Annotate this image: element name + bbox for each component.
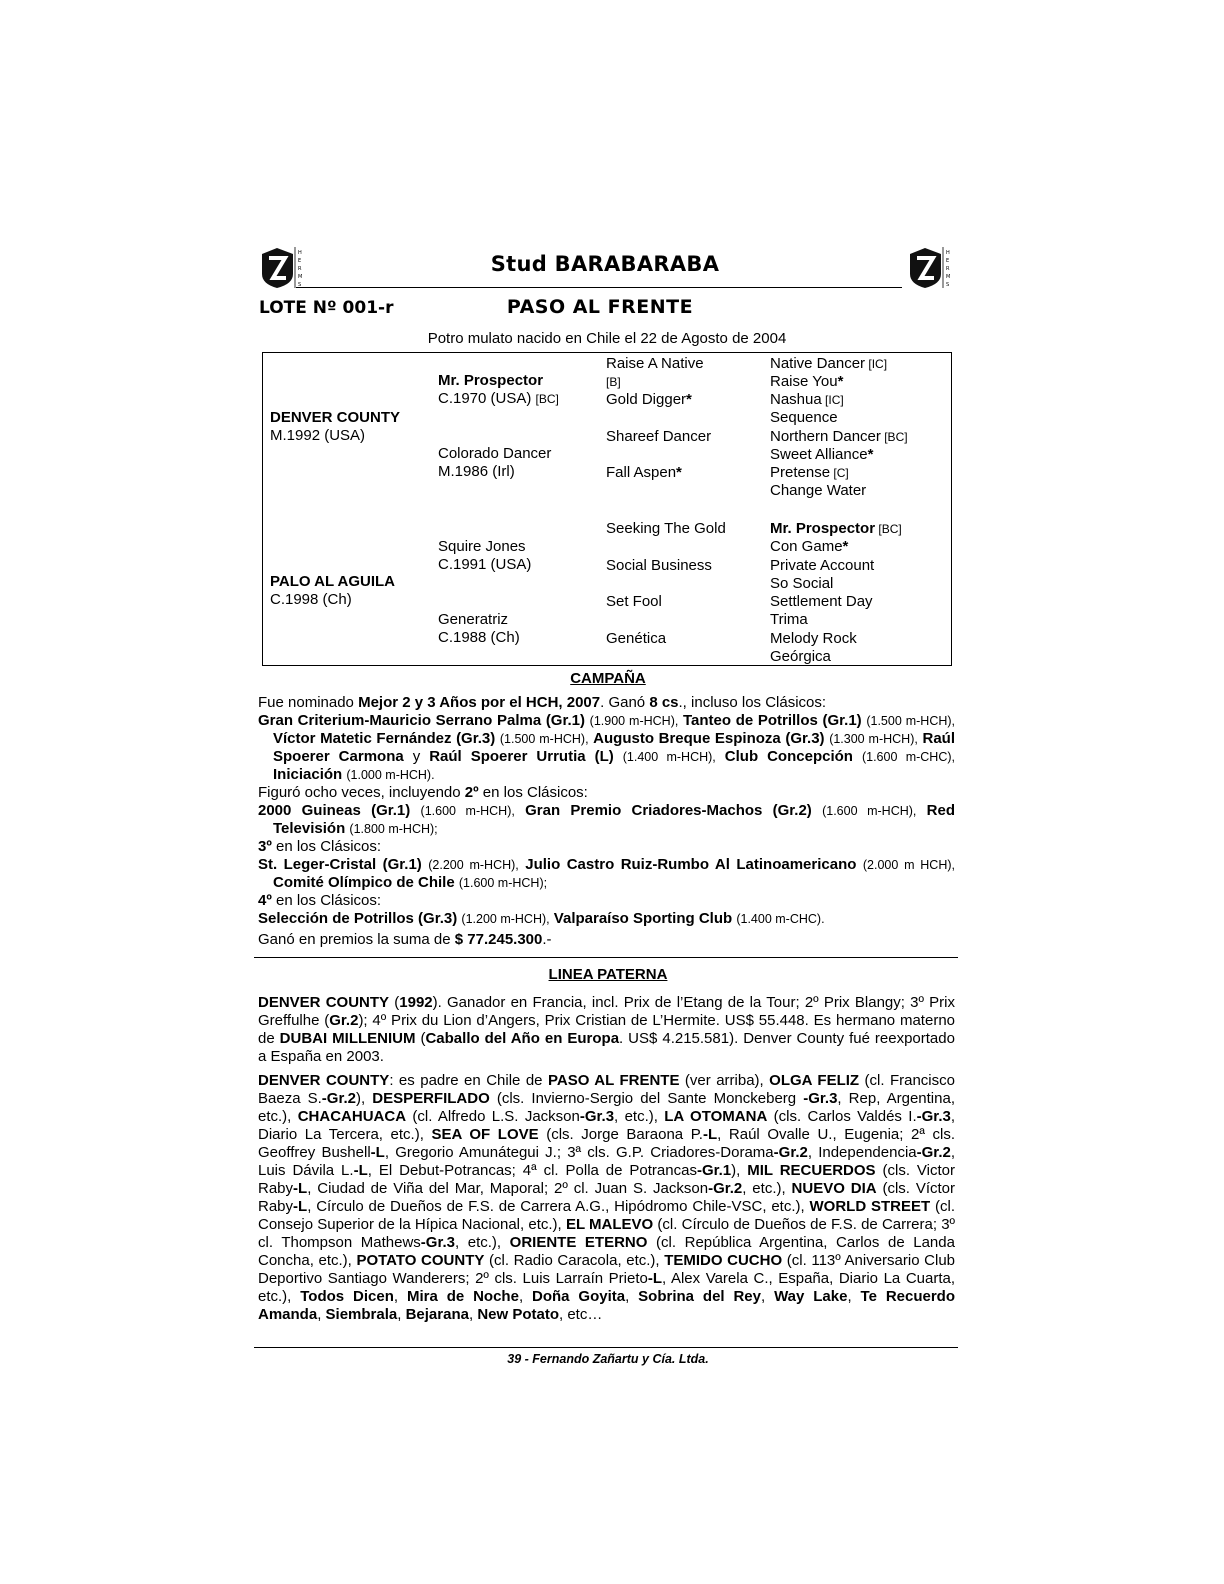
pedigree-gen4-horse: Nashua [IC] [770,391,844,408]
footer-rule [254,1347,958,1348]
pedigree-gen3-horse: Set Fool [606,593,662,610]
pedigree-gen4-horse: Mr. Prospector [BC] [770,520,902,537]
pedigree-gen4-horse: Con Game* [770,538,849,555]
campana-intro: Fue nominado Mejor 2 y 3 Años por el HCH, 2007. Ganó 8 cs., incluso los Clásicos: [258,694,827,711]
dam-dam-name: Generatriz [438,611,509,628]
pedigree-gen4-horse: Sweet Alliance* [770,446,874,463]
pedigree-gen4-horse: Change Water [770,482,867,499]
header-rule [296,287,902,288]
svg-text:R: R [298,266,302,272]
sire-name: DENVER COUNTY [270,409,401,426]
svg-text:E: E [946,258,950,264]
dam-sire-info: C.1991 (USA) [438,556,532,573]
campana-text [258,694,955,949]
svg-text:M: M [946,274,951,280]
pedigree-gen3-horse: Raise A Native [B] [606,355,704,389]
birth-line: Potro mulato nacido en Chile el 22 de Agosto de 2004 [427,330,787,347]
sire-info: M.1992 (USA) [270,427,366,444]
stud-title: Stud BARABARABA [490,252,720,276]
svg-text:H: H [946,250,950,256]
pedigree-gen4-horse: Pretense [C] [770,464,849,481]
pedigree-gen4-horse: Trima [770,611,808,628]
dam-name: PALO AL AGUILA [270,573,395,590]
svg-text:H: H [298,250,302,256]
section-divider [254,957,958,958]
thirds-list: St. Leger-Cristal (Gr.1) (2.200 m-HCH), Julio Castro Ruiz-Rumbo Al Latinoamericano (2.000 m HCH), Comité Olímpico de Chile (1.600 m-HCH); [258,856,955,891]
dam-sire-name: Squire Jones [438,538,526,555]
stud-logo-left [257,244,303,290]
svg-text:E: E [298,258,302,264]
sire-dam-name: Colorado Dancer [438,445,552,462]
pedigree-table [262,352,952,666]
pedigree-gen3-horse: Seeking The Gold [606,520,726,537]
linea-paragraph-1: DENVER COUNTY (1992). Ganador en Francia, incl. Prix de l’Etang de la Tour; 2º Prix Blangy; 3º Prix Greffulhe (Gr.2); 4º Prix du Lion d’Angers, Prix Cristian de L’Hermite. US$ 55.448. Es hermano materno de DUBAI MILLENIUM (Caballo del Año en Europa. US$ 4.215.581). Denver County fué reexportado a España en 2003. [258,994,955,1065]
svg-text:S: S [298,282,302,288]
pedigree-gen4-horse: Raise You* [770,373,844,390]
dam-dam-info: C.1988 (Ch) [438,629,520,646]
page-footer: 39 - Fernando Zañartu y Cía. Ltda. [507,1352,709,1366]
lote-number: LOTE Nº 001-r [259,298,394,318]
svg-text:S: S [946,282,950,288]
pedigree-gen3-horse: Fall Aspen* [606,464,682,481]
stud-logo-right [905,244,951,290]
pedigree-gen4-horse: Sequence [770,409,838,426]
pedigree-gen3-horse: Gold Digger* [606,391,692,408]
horse-name: PASO AL FRENTE [506,296,694,318]
pedigree-gen4-horse: So Social [770,575,834,592]
sire-sire-name: Mr. Prospector [438,372,544,389]
pedigree-gen4-horse: Native Dancer [IC] [770,355,888,372]
svg-text:M: M [298,274,303,280]
pedigree-gen3-horse: Shareef Dancer [606,428,712,445]
pedigree-gen3-horse: Genética [606,630,667,647]
wins-list: Gran Criterium-Mauricio Serrano Palma (Gr.1) (1.900 m-HCH), Tanteo de Potrillos (Gr.1) (1.500 m-HCH), Víctor Matetic Fernández (Gr.3) (1.500 m-HCH), Augusto Breque Espinoza (Gr.3) (1.300 m-HCH), Raúl Spoerer Carmona y Raúl Spoerer Urrutia (L) (1.400 m-HCH), Club Concepción (1.600 m-CHC), Iniciación (1.000 m-HCH). [258,712,956,783]
pedigree-gen4-horse: Private Account [770,557,875,574]
fourths-list: Selección de Potrillos (Gr.3) (1.200 m-HCH), Valparaíso Sporting Club (1.400 m-CHC). [258,910,825,927]
svg-text:R: R [946,266,950,272]
pedigree-gen3-horse: Social Business [606,557,712,574]
dam-info: C.1998 (Ch) [270,591,352,608]
campana-title: CAMPAÑA [570,670,646,687]
linea-paragraph-2: DENVER COUNTY: es padre en Chile de PASO AL FRENTE (ver arriba), OLGA FELIZ (cl. Francisco Baeza S.-Gr.2), DESPERFILADO (cls. Invierno-Sergio del Sante Monckeberg -Gr.3, Rep, Argentina, etc.), CHACAHUACA (cl. Alfredo L.S. Jackson-Gr.3, etc.), LA OTOMANA (cls. Carlos Valdés I.-Gr.3, Diario La Tercera, etc.), SEA OF LOVE (cls. Jorge Baraona P.-L, Raúl Ovalle U., Eugenia; 2ª cls. Geoffrey Bushell-L, Gregorio Amunátegui J.; 3ª cls. G.P. Criadores-Dorama-Gr.2, Independencia-Gr.2, Luis Dávila L.-L, El Debut-Potrancas; 4ª cl. Polla de Potrancas-Gr.1), MIL RECUERDOS (cls. Victor Raby-L, Ciudad de Viña del Mar, Maporal; 2º cl. Juan S. Jackson-Gr.2, etc.), NUEVO DIA (cls. Víctor Raby-L, Círculo de Dueños de F.S. de Carrera A.G., Hipódromo Chile-VSC, etc.), WORLD STREET (cl. Consejo Superior de la Hípica Nacional, etc.), EL MALEVO (cl. Círculo de Dueños de F.S. de Carrera; 3º cl. Thompson Mathews-Gr.3, etc.), ORIENTE ETERNO (cl. República Argentina, Carlos de Landa Concha, etc.), POTATO COUNTY (cl. Radio Caracola, etc.), TEMIDO CUCHO (cl. 113º Aniversario Club Deportivo Santiago Wanderers; 2º cls. Luis Larraín Prieto-L, Alex Varela C., España, Diario La Cuarta, etc.), Todos Dicen, Mira de Noche, Doña Goyita, Sobrina del Rey, Way Lake, Te Recuerdo Amanda, Siembrala, Bejarana, New Potato, etc… [258,1072,956,1323]
linea-title: LINEA PATERNA [548,966,668,983]
fourths-intro: 4º en los Clásicos: [258,892,382,909]
sire-sire-info: C.1970 (USA) [BC] [438,390,559,407]
sire-dam-info: M.1986 (Irl) [438,463,515,480]
seconds-list: 2000 Guineas (Gr.1) (1.600 m-HCH), Gran Premio Criadores-Machos (Gr.2) (1.600 m-HCH), Red Televisión (1.800 m-HCH); [258,802,955,837]
pedigree-gen4-horse: Settlement Day [770,593,873,610]
pedigree-gen4-horse: Geórgica [770,648,831,665]
seconds-intro: Figuró ocho veces, incluyendo 2º en los Clásicos: [258,784,588,801]
thirds-intro: 3º en los Clásicos: [258,838,382,855]
pedigree-gen4-horse: Northern Dancer [BC] [770,428,908,445]
pedigree-gen4-horse: Melody Rock [770,630,857,647]
prize-total: Ganó en premios la suma de $ 77.245.300.- [258,931,552,948]
